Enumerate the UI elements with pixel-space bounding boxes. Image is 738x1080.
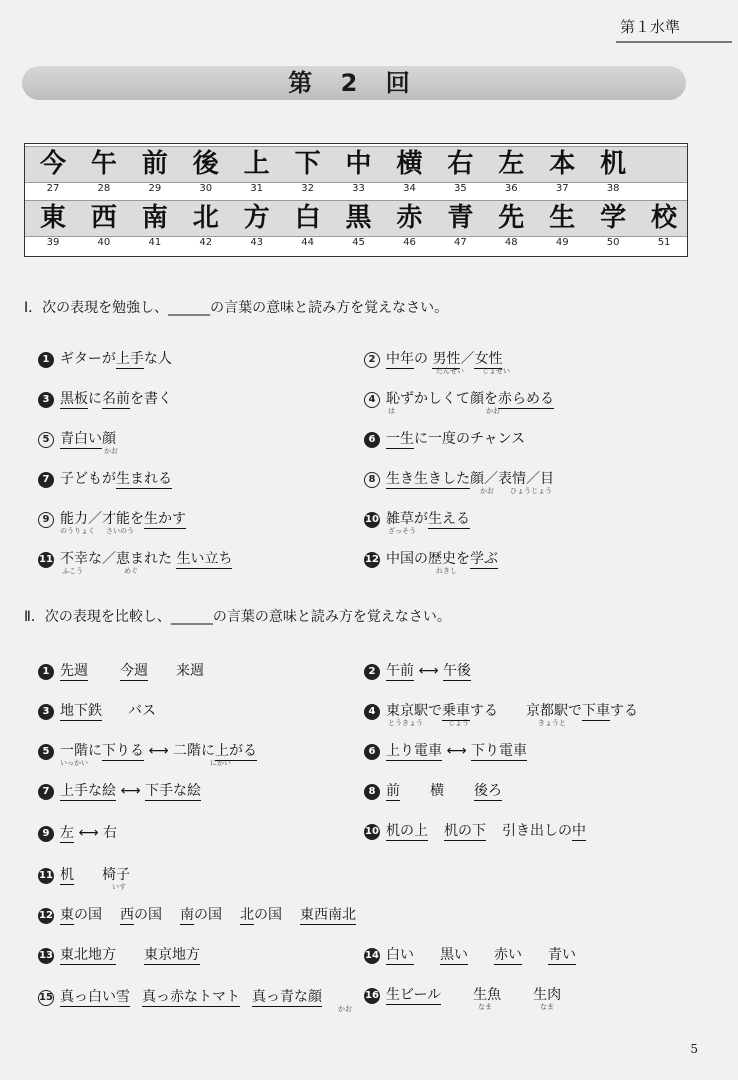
furigana: のうりょく bbox=[60, 527, 95, 535]
target-word: 白い bbox=[386, 947, 414, 963]
kanji-number: 51 bbox=[657, 237, 671, 248]
furigana: とうきょう bbox=[388, 719, 423, 727]
target-word: 左 bbox=[60, 825, 74, 841]
target-word: 青白い bbox=[60, 431, 102, 447]
text: 生肉 bbox=[533, 987, 562, 1003]
target-word: 午前 bbox=[386, 663, 414, 679]
target-word: 生い立ち bbox=[176, 551, 233, 567]
target-word: 学ぶ bbox=[470, 551, 498, 567]
s2-item-8 bbox=[364, 780, 502, 800]
target-word: 机の下 bbox=[444, 823, 486, 839]
target-word: 上がる bbox=[214, 743, 257, 759]
kanji-char: 生 bbox=[549, 203, 576, 233]
kanji-char: 先 bbox=[498, 203, 525, 233]
s2-item-1 bbox=[38, 660, 204, 680]
target-word: 北 bbox=[240, 907, 254, 923]
kanji-number: 40 bbox=[97, 237, 111, 248]
target-word: 生ビール bbox=[386, 987, 442, 1003]
text: 右 bbox=[102, 825, 117, 841]
target-word: 上手 bbox=[115, 351, 144, 367]
item-number-badge: 5 bbox=[38, 432, 54, 448]
item-number-badge: 14 bbox=[364, 948, 380, 964]
target-word: 南 bbox=[180, 907, 194, 923]
kanji-number-row-2 bbox=[25, 236, 687, 252]
target-word: 生まれる bbox=[116, 471, 172, 487]
kanji-char: 校 bbox=[651, 203, 678, 233]
s1-item-8 bbox=[364, 468, 554, 488]
furigana: は bbox=[388, 407, 395, 415]
s2-item-9 bbox=[38, 822, 117, 842]
item-number-badge: 9 bbox=[38, 826, 54, 842]
text: 来週 bbox=[176, 663, 204, 679]
kanji-number: 33 bbox=[352, 183, 365, 194]
item-number-badge: 11 bbox=[38, 868, 54, 884]
item-number-badge: 16 bbox=[364, 988, 380, 1004]
item-number-badge: 6 bbox=[364, 744, 380, 760]
item-number-badge: 1 bbox=[38, 352, 54, 368]
double-arrow-icon: ⟷ bbox=[120, 783, 141, 799]
s2-item-7 bbox=[38, 780, 201, 800]
text: の国 bbox=[254, 907, 282, 923]
text: 不幸な／恵まれた bbox=[60, 551, 172, 567]
kanji-char: 赤 bbox=[396, 203, 423, 233]
target-word: 上り電車 bbox=[386, 743, 442, 759]
item-number-badge: 15 bbox=[38, 990, 54, 1006]
item-number-badge: 10 bbox=[364, 512, 380, 528]
text: 横 bbox=[430, 783, 444, 799]
target-word: 地下鉄 bbox=[60, 703, 102, 719]
kanji-number: 31 bbox=[250, 183, 264, 194]
lesson-title-banner bbox=[22, 66, 686, 100]
kanji-number: 50 bbox=[606, 237, 620, 248]
kanji-number: 37 bbox=[555, 183, 569, 194]
s2-item-16 bbox=[364, 984, 561, 1004]
level-tag: 第１水準 bbox=[616, 14, 732, 43]
target-word: 一生 bbox=[386, 431, 414, 447]
s1-item-10 bbox=[364, 508, 470, 528]
text: な人 bbox=[143, 351, 172, 367]
target-word: 女性 bbox=[474, 351, 503, 367]
kanji-number: 27 bbox=[46, 183, 60, 194]
kanji-number-row-1 bbox=[25, 182, 687, 198]
furigana: ざっそう bbox=[388, 527, 416, 535]
kanji-number: 34 bbox=[403, 183, 416, 194]
kanji-char: 白 bbox=[294, 203, 321, 233]
kanji-char: 机 bbox=[600, 149, 627, 179]
s1-item-6 bbox=[364, 428, 525, 448]
target-word: 東西南北 bbox=[300, 907, 356, 923]
target-word: 下車 bbox=[582, 703, 610, 719]
s2-item-15 bbox=[38, 986, 322, 1006]
text: を書く bbox=[130, 391, 172, 407]
kanji-number: 47 bbox=[454, 237, 467, 248]
kanji-number: 38 bbox=[606, 183, 620, 194]
s2-item-12 bbox=[38, 904, 356, 924]
double-arrow-icon: ⟷ bbox=[78, 825, 99, 841]
s2-item-13 bbox=[38, 944, 200, 964]
kanji-number: 45 bbox=[352, 237, 365, 248]
kanji-char: 横 bbox=[396, 149, 423, 179]
kanji-number: 41 bbox=[148, 237, 162, 248]
s1-item-11 bbox=[38, 548, 232, 568]
kanji-number: 46 bbox=[403, 237, 416, 248]
text: 二階に bbox=[172, 743, 215, 759]
target-word: 中 bbox=[572, 823, 586, 839]
kanji-char: 下 bbox=[294, 149, 321, 179]
kanji-number: 32 bbox=[301, 183, 314, 194]
furigana: きょうと bbox=[538, 719, 566, 727]
furigana: にかい bbox=[210, 759, 231, 767]
kanji-number: 36 bbox=[504, 183, 518, 194]
text: に bbox=[88, 391, 102, 407]
double-arrow-icon: ⟷ bbox=[148, 743, 169, 759]
lesson-title: 第 2 回 bbox=[288, 69, 420, 97]
kanji-char: 後 bbox=[192, 149, 219, 179]
target-word: 中年 bbox=[386, 351, 414, 367]
item-number-badge: 12 bbox=[364, 552, 380, 568]
double-arrow-icon: ⟷ bbox=[418, 663, 439, 679]
target-word: 真っ白い雪 bbox=[60, 989, 130, 1005]
text: 子どもが bbox=[60, 471, 116, 487]
kanji-number: 49 bbox=[555, 237, 569, 248]
furigana: ふこう bbox=[62, 567, 83, 575]
text: 雑草が bbox=[386, 511, 428, 527]
s2-item-4 bbox=[364, 700, 638, 720]
text: する bbox=[610, 703, 638, 719]
kanji-row-1 bbox=[25, 146, 687, 183]
furigana: かお bbox=[338, 1005, 352, 1013]
target-word: 男性 bbox=[432, 351, 461, 367]
s1-item-9 bbox=[38, 508, 186, 528]
kanji-number: 42 bbox=[199, 237, 213, 248]
kanji-char: 北 bbox=[192, 203, 219, 233]
text: の bbox=[414, 351, 433, 367]
text: の国 bbox=[134, 907, 162, 923]
item-number-badge: 3 bbox=[38, 392, 54, 408]
furigana: なま bbox=[478, 1003, 492, 1011]
s2-item-6 bbox=[364, 740, 527, 760]
text: する bbox=[470, 703, 498, 719]
text: に一度のチャンス bbox=[414, 431, 526, 447]
text: ギターが bbox=[60, 351, 116, 367]
target-word: 東 bbox=[60, 907, 74, 923]
page-number: 5 bbox=[690, 1042, 698, 1056]
kanji-char: 学 bbox=[600, 203, 627, 233]
item-number-badge: 7 bbox=[38, 472, 54, 488]
target-word: 乗車 bbox=[442, 703, 470, 719]
s1-item-7 bbox=[38, 468, 172, 488]
kanji-number: 28 bbox=[97, 183, 111, 194]
text: の国 bbox=[194, 907, 222, 923]
text: 顔 bbox=[102, 431, 116, 447]
section-2-heading: Ⅱ．次の表現を比較し、______の言葉の意味と読み方を覚えなさい。 bbox=[24, 609, 451, 625]
s1-item-4 bbox=[364, 388, 554, 408]
target-word: 生える bbox=[428, 511, 470, 527]
kanji-char: 方 bbox=[243, 203, 270, 233]
furigana: だんせい bbox=[436, 367, 464, 375]
furigana: じょせい bbox=[482, 367, 510, 375]
text: 中国の歴史を bbox=[386, 551, 470, 567]
target-word: 赤い bbox=[494, 947, 522, 963]
s1-item-3 bbox=[38, 388, 172, 408]
target-word: 黒板 bbox=[60, 391, 88, 407]
double-arrow-icon: ⟷ bbox=[446, 743, 467, 759]
item-number-badge: 6 bbox=[364, 432, 380, 448]
text: 顔／表情／目 bbox=[470, 471, 554, 487]
kanji-char: 南 bbox=[141, 203, 168, 233]
kanji-number: 29 bbox=[148, 183, 162, 194]
kanji-char: 黒 bbox=[345, 203, 372, 233]
s2-item-3 bbox=[38, 700, 156, 720]
target-word: 真っ青な顔 bbox=[252, 989, 322, 1005]
kanji-char: 西 bbox=[90, 203, 117, 233]
item-number-badge: 9 bbox=[38, 512, 54, 528]
item-number-badge: 8 bbox=[364, 784, 380, 800]
s1-item-12 bbox=[364, 548, 498, 568]
furigana: なま bbox=[540, 1003, 554, 1011]
furigana: めぐ bbox=[124, 567, 138, 575]
item-number-badge: 2 bbox=[364, 664, 380, 680]
kanji-table bbox=[24, 143, 688, 257]
furigana: れきし bbox=[436, 567, 457, 575]
kanji-char: 左 bbox=[498, 149, 525, 179]
item-number-badge: 12 bbox=[38, 908, 54, 924]
furigana: かお bbox=[486, 407, 500, 415]
s2-item-2 bbox=[364, 660, 471, 680]
text: バス bbox=[128, 703, 156, 719]
kanji-char: 午 bbox=[90, 149, 117, 179]
kanji-number: 44 bbox=[301, 237, 314, 248]
item-number-badge: 3 bbox=[38, 704, 54, 720]
target-word: 東京地方 bbox=[144, 947, 200, 963]
kanji-number: 39 bbox=[46, 237, 60, 248]
item-number-badge: 8 bbox=[364, 472, 380, 488]
target-word: 東北地方 bbox=[60, 947, 116, 963]
target-word: 黒い bbox=[440, 947, 468, 963]
item-number-badge: 1 bbox=[38, 664, 54, 680]
text: 一階に bbox=[60, 743, 102, 759]
kanji-number: 35 bbox=[454, 183, 467, 194]
s1-item-5 bbox=[38, 428, 116, 448]
item-number-badge: 11 bbox=[38, 552, 54, 568]
kanji-char: 青 bbox=[447, 203, 474, 233]
target-word: 先週 bbox=[60, 663, 88, 679]
item-number-badge: 10 bbox=[364, 824, 380, 840]
target-word: 机 bbox=[60, 867, 74, 883]
target-word: 机の上 bbox=[386, 823, 428, 839]
s2-item-11 bbox=[38, 864, 130, 884]
text: ／ bbox=[460, 351, 475, 367]
s2-item-14 bbox=[364, 944, 576, 964]
furigana: いっかい bbox=[60, 759, 88, 767]
target-word: 今週 bbox=[120, 663, 148, 679]
target-word: 下りる bbox=[102, 743, 144, 759]
kanji-row-2 bbox=[25, 200, 687, 237]
kanji-char: 本 bbox=[549, 149, 576, 179]
furigana: じょう bbox=[448, 719, 469, 727]
kanji-number: 43 bbox=[250, 237, 264, 248]
furigana: かお bbox=[104, 447, 118, 455]
text: 引き出しの bbox=[502, 823, 572, 839]
s1-item-2 bbox=[364, 348, 502, 368]
target-word: 生かす bbox=[144, 511, 186, 527]
target-word: 青い bbox=[548, 947, 576, 963]
furigana: かお bbox=[480, 487, 494, 495]
kanji-char: 東 bbox=[39, 203, 66, 233]
target-word: 生き生きした bbox=[386, 471, 470, 487]
text: の国 bbox=[74, 907, 102, 923]
s2-item-5 bbox=[38, 740, 257, 760]
target-word: 西 bbox=[120, 907, 134, 923]
text: 東京駅で bbox=[386, 703, 442, 719]
s1-item-1 bbox=[38, 348, 172, 368]
text: 能力／才能 bbox=[60, 511, 130, 527]
kanji-number: 30 bbox=[199, 183, 213, 194]
s2-item-10 bbox=[364, 820, 586, 840]
furigana: いす bbox=[112, 883, 126, 891]
furigana: ひょうじょう bbox=[510, 487, 552, 495]
kanji-char: 上 bbox=[243, 149, 270, 179]
kanji-char: 中 bbox=[345, 149, 372, 179]
kanji-char: 右 bbox=[447, 149, 474, 179]
text: 京都駅で bbox=[526, 703, 582, 719]
text: を bbox=[130, 511, 144, 527]
target-word: 後ろ bbox=[474, 783, 502, 799]
target-word: 名前 bbox=[102, 391, 130, 407]
furigana: さいのう bbox=[106, 527, 134, 535]
item-number-badge: 13 bbox=[38, 948, 54, 964]
kanji-number: 48 bbox=[504, 237, 518, 248]
target-word: 上手な絵 bbox=[60, 783, 116, 799]
text: 生魚 bbox=[473, 987, 502, 1003]
item-number-badge: 4 bbox=[364, 704, 380, 720]
kanji-char: 前 bbox=[141, 149, 168, 179]
item-number-badge: 7 bbox=[38, 784, 54, 800]
item-number-badge: 2 bbox=[364, 352, 380, 368]
item-number-badge: 4 bbox=[364, 392, 380, 408]
target-word: 下手な絵 bbox=[144, 783, 201, 799]
target-word: 午後 bbox=[442, 663, 471, 679]
section-1-heading: Ⅰ．次の表現を勉強し、______の言葉の意味と読み方を覚えなさい。 bbox=[24, 300, 449, 316]
item-number-badge: 5 bbox=[38, 744, 54, 760]
target-word: 赤らめる bbox=[498, 391, 554, 407]
kanji-char: 今 bbox=[39, 149, 66, 179]
text: 椅子 bbox=[102, 867, 130, 883]
target-word: 下り電車 bbox=[470, 743, 527, 759]
target-word: 前 bbox=[386, 783, 400, 799]
text: 恥ずかしくて顔を bbox=[386, 391, 498, 407]
target-word: 真っ赤なトマト bbox=[142, 989, 240, 1005]
